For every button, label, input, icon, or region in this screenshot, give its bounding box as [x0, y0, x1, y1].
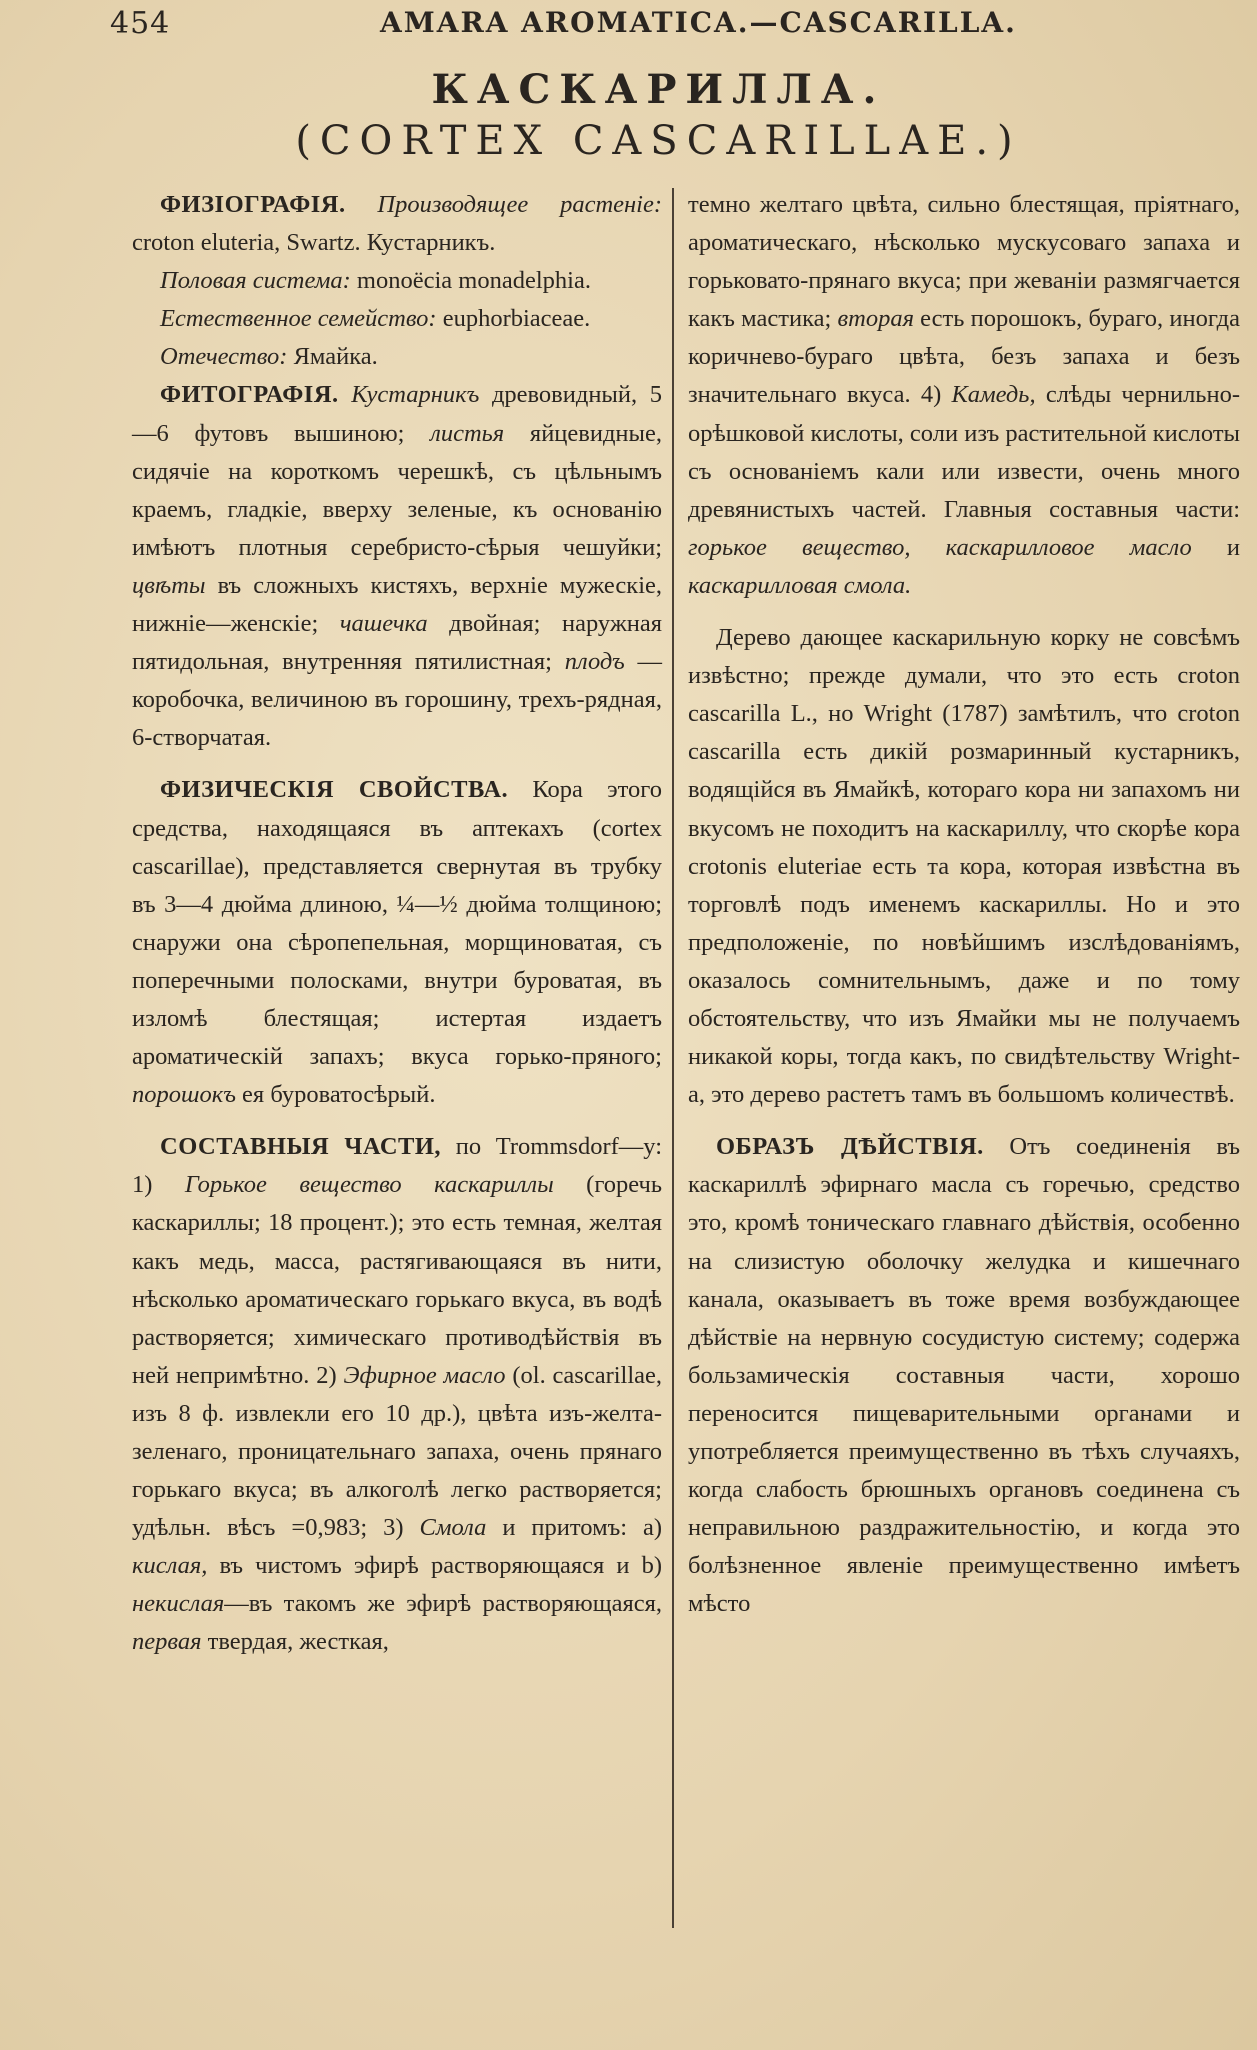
right-text-3: слѣды чернильно-орѣшковой кислоты, соли изъ растительной кислоты съ основаніемъ кали или извести, очень много древянистыхъ частей. Главныя составныя части: — [688, 381, 1240, 523]
article-subtitle: (CORTEX CASCARILLAE.) — [295, 118, 1022, 164]
term-acidic: кислая, — [132, 1552, 208, 1580]
physical-properties-paragraph — [132, 771, 662, 1114]
homeland-paragraph — [132, 338, 662, 376]
right-text-and: и — [1226, 533, 1241, 561]
sexual-system-paragraph — [132, 262, 662, 300]
term-essential-oil: Эфирное масло — [343, 1361, 506, 1389]
natural-family-text: euphorbiaceae. — [442, 305, 591, 333]
components-text-1: по Trommsdorf—у: 1) — [132, 1133, 663, 1199]
components-text-5: въ чистомъ эфирѣ растворяющаяся и b) — [219, 1552, 662, 1580]
components-text-7: твердая, жесткая, — [207, 1628, 389, 1656]
phytography-text-1: древовидный, 5—6 футовъ вышиною; — [132, 381, 663, 447]
mode-of-action-text: Отъ соединенія въ каскариллѣ эфирнаго масла съ горечью, средство это, кромѣ тоническаго главнаго дѣйствія, особенно на слизистую оболочку желудка и кишечнаго канала, оказываетъ въ тоже время возбуждающее дѣйствіе на нервную сосудистую систему; содержа бользамическія составныя части, хорошо переносится пищеварительными органами и употребляется преимущественно въ тѣхъ случаяхъ, когда слабость брюшныхъ органовъ соединена съ неправильною раздражительностію, и когда это болѣзненное явленіе преимущественно имѣетъ мѣсто — [688, 1133, 1240, 1618]
section-heading-components: СОСТАВНЫЯ ЧАСТИ, — [160, 1133, 442, 1161]
components-text-3: (ol. cascarillae, изъ 8 ф. извлекли его 10 др.), цвѣта изъ-желта-зеленаго, проницательнаго запаха, очень прянаго горькаго вкуса; въ алкоголѣ легко растворяется; удѣльн. вѣсъ =0,983; 3) — [132, 1361, 663, 1542]
term-resin: Смола — [419, 1514, 487, 1542]
term-bitter-substance: Горькое вещество каскариллы — [184, 1171, 554, 1199]
components-text-4: и притомъ: a) — [502, 1514, 663, 1542]
left-column — [132, 186, 662, 1662]
right-column — [688, 186, 1240, 1623]
phytography-paragraph — [132, 376, 662, 757]
term-first: первая — [132, 1628, 202, 1656]
section-heading-phytography: ФИТОГРАФІЯ. — [160, 381, 339, 409]
section-heading-mode-of-action: ОБРАЗЪ ДѢЙСТВІЯ. — [716, 1133, 984, 1161]
term-leaves: листья — [430, 419, 505, 447]
phytography-text-5: — коробочка, величиною въ горошину, трехъ-рядная, 6-створчатая. — [132, 648, 663, 752]
components-text-2: (горечь каскариллы; 18 процент.); это есть темная, желтая какъ медь, масса, растягивающаяся въ нити, нѣсколько ароматическаго горькаго вкуса, въ водѣ растворяется; химическаго противодѣйствія въ ней непримѣтно. 2) — [132, 1171, 663, 1389]
term-powder: порошокъ — [132, 1081, 236, 1109]
components-continued-paragraph — [688, 186, 1240, 605]
phytography-text-4: двойная; наружная пятидольная, внутренняя пятилистная; — [132, 610, 662, 676]
natural-family-label: Естественное семейство: — [160, 305, 437, 333]
components-paragraph — [132, 1128, 662, 1661]
natural-family-paragraph — [132, 300, 662, 338]
physical-properties-text-2: ея буроватосѣрый. — [242, 1081, 436, 1109]
term-cascarilla-oil: каскарилловое масло — [945, 533, 1192, 561]
term-cascarilla-resin: каскарилловая смола. — [688, 571, 912, 599]
physical-properties-text-1: Кора этого средства, находящаяся въ аптекахъ (cortex cascarillae), представляется свернутая въ трубку въ 3—4 дюйма длиною, ¼—½ дюйма толщиною; снаружи она сѣропепельная, морщиноватая, съ поперечными полосками, внутри буроватая, въ изломѣ блестящая; истертая издаетъ ароматическій запахъ; вкуса горько-пряного; — [132, 776, 662, 1071]
term-fruit: плодъ — [564, 648, 625, 676]
term-flowers: цвѣты — [132, 571, 206, 599]
article-title: КАСКАРИЛЛА. — [431, 66, 886, 113]
section-heading-physiography: ФИЗІОГРАФІЯ. — [160, 191, 346, 218]
term-non-acidic: некислая — [132, 1590, 225, 1618]
term-gum: Камедь, — [951, 381, 1036, 409]
homeland-text: Ямайка. — [293, 343, 378, 371]
producing-plant-text: croton eluteria, Swartz. Кустарникъ. — [132, 229, 496, 257]
term-calyx: чашечка — [339, 610, 428, 638]
term-second: вторая — [837, 305, 914, 333]
source-tree-paragraph: Дерево дающее каскарильную корку не совсѣмъ извѣстно; прежде думали, что это есть croton cascarilla L., но Wright (1787) замѣтилъ, что croton cascarilla есть дикій розмаринный кустарникъ, водящійся въ Ямайкѣ, котораго кора ни запахомъ ни вкусомъ не походитъ на каскариллу, что скорѣе кора crotonis eluteriae есть та кора, которая извѣстна въ торговлѣ подъ именемъ каскариллы. Но и это предположеніе, по новѣйшимъ изслѣдованіямъ, оказалось сомнительнымъ, даже и по тому обстоятельству, что изъ Ямайки мы не получаемъ никакой коры, тогда какъ, по свидѣтельству Wright-а, это дерево растетъ тамъ въ большомъ количествѣ. — [688, 624, 1240, 1109]
column-divider — [672, 188, 674, 1928]
page-number: 454 — [110, 6, 171, 41]
producing-plant-label: Производящее растеніе: — [377, 191, 662, 218]
term-main-bitter: горькое вещество, — [688, 533, 911, 561]
phytography-text-2: яйцевидные, сидячіе на короткомъ черешкѣ, съ цѣльнымъ краемъ, гладкіе, вверху зеленые, къ основанію имѣютъ плотныя серебристо-сѣрыя чешуйки; — [132, 419, 663, 561]
right-text-2: есть порошокъ, бураго, иногда коричнево-бураго цвѣта, безъ запаха и безъ значительнаго вкуса. 4) — [688, 305, 1241, 409]
sexual-system-text: monoёcia monadelphia. — [356, 267, 591, 295]
sexual-system-label: Половая система: — [160, 267, 351, 295]
mode-of-action-paragraph — [688, 1128, 1240, 1623]
homeland-label: Отечество: — [160, 343, 288, 371]
term-shrub: Кустарникъ — [351, 381, 480, 409]
running-head: AMARA AROMATICA.—CASCARILLA. — [380, 6, 1017, 39]
section-heading-physical-properties: ФИЗИЧЕСКІЯ СВОЙСТВА. — [160, 776, 509, 804]
components-text-6: —въ такомъ же эфирѣ растворяющаяся, — [224, 1590, 662, 1618]
physiography-paragraph — [132, 186, 662, 262]
phytography-text-3: въ сложныхъ кистяхъ, верхніе мужескіе, нижніе—женскіе; — [132, 571, 663, 638]
right-text-1: темно желтаго цвѣта, сильно блестящая, пріятнаго, ароматическаго, нѣсколько мускусоваго запаха и горьковато-прянаго вкуса; при жеваніи размягчается какъ мастика; — [688, 191, 1240, 333]
